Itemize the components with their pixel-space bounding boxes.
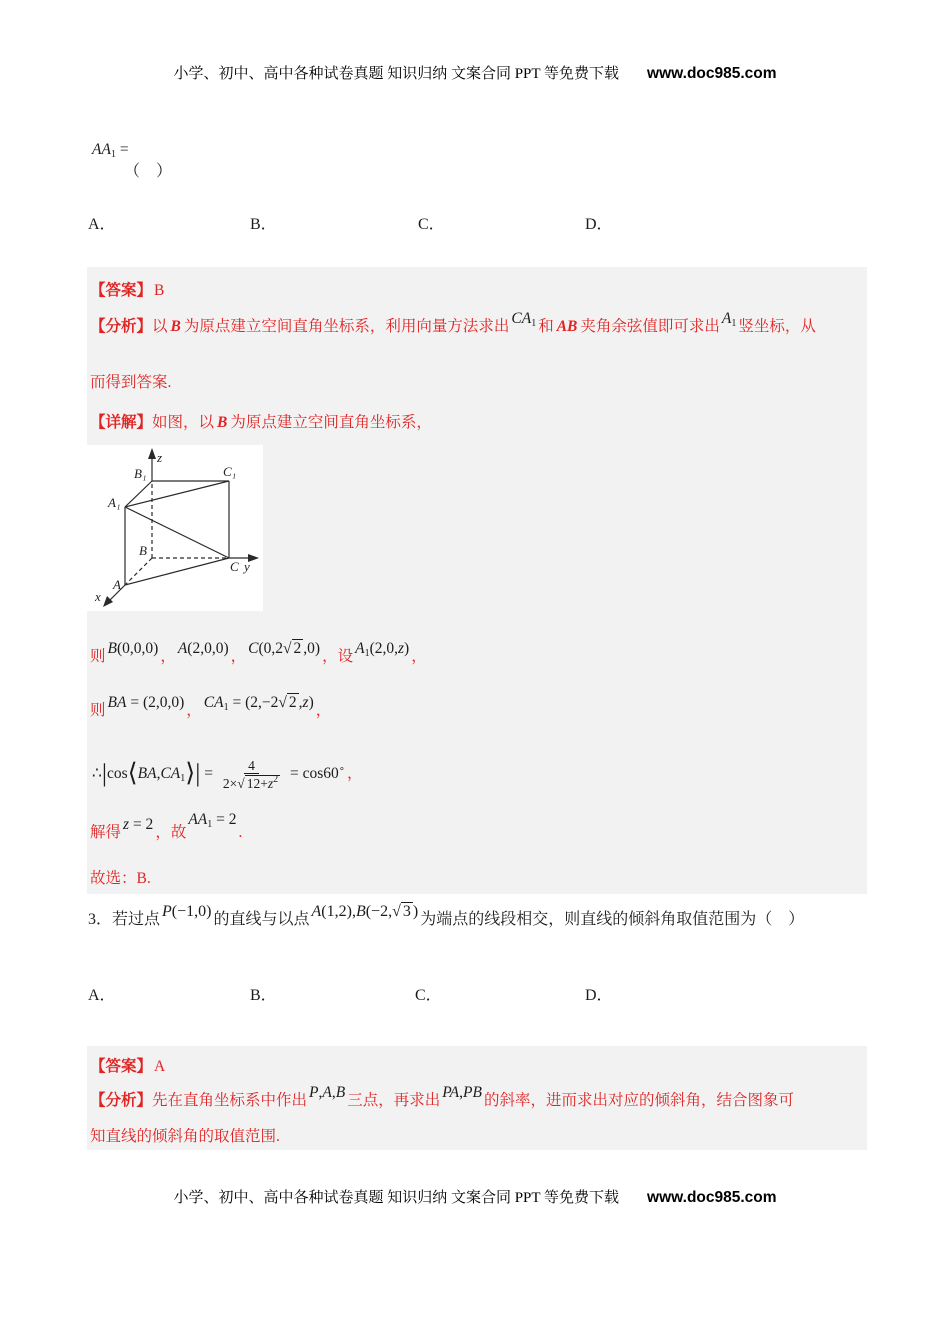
math-token: P <box>162 903 172 920</box>
math-token: z <box>267 775 274 791</box>
math-token <box>245 775 280 791</box>
math-token: = cos60 <box>286 765 339 782</box>
math-token: 2 <box>273 773 279 785</box>
text-segment <box>176 634 231 664</box>
q2-option-d <box>585 211 625 234</box>
text-segment <box>90 757 347 791</box>
text-segment: 和 <box>538 318 554 335</box>
math-token: ,0) <box>303 640 321 657</box>
text-segment <box>90 141 131 158</box>
math-token: √ <box>237 775 245 791</box>
prism-figure-svg <box>87 445 263 611</box>
text-segment: B <box>154 282 165 299</box>
math-token: cos <box>107 765 128 782</box>
prism-figure <box>87 445 263 611</box>
math-token: , <box>459 1084 464 1101</box>
math-token: PA <box>442 1084 460 1101</box>
math-token: √ <box>283 640 292 657</box>
math-token <box>392 902 413 920</box>
vertex-label-a: A <box>113 577 121 592</box>
math-token: , <box>331 1084 336 1101</box>
math-token: C <box>248 640 259 657</box>
z-axis-arrow <box>148 448 156 459</box>
math-token: 1 <box>364 648 370 659</box>
q3-option-c <box>415 956 448 1016</box>
math-token: CA <box>203 694 224 711</box>
text-segment: 以 <box>152 318 168 335</box>
math-token: CA <box>160 765 181 782</box>
q2-detail-line <box>90 408 865 438</box>
text-segment: 【分析】 <box>90 318 153 335</box>
math-token: z <box>123 816 130 833</box>
axis-label-z: z <box>157 450 163 465</box>
math-token: AA <box>188 811 208 828</box>
math-token: 12+ <box>246 775 268 791</box>
text-segment: 知直线的倾斜角的取值范围. <box>90 1128 280 1145</box>
math-token: 1 <box>110 149 116 160</box>
math-token: = (2,0,0) <box>126 694 185 711</box>
axis-label-x: x <box>95 589 101 604</box>
math-token: ∴ <box>92 765 102 782</box>
text-segment <box>720 302 738 341</box>
q2-analysis-line2 <box>90 368 865 398</box>
math-token: (−2, <box>365 903 393 920</box>
axis-label-y: y <box>244 559 250 574</box>
text-segment <box>246 634 322 664</box>
text-segment: 为原点建立空间直角坐标系， <box>230 414 432 431</box>
option-label: B． <box>250 216 277 233</box>
math-token: 4 <box>244 758 259 774</box>
math-token: B <box>355 903 366 920</box>
math-token: , <box>156 765 161 782</box>
text-segment: 【答案】 <box>90 282 153 299</box>
text-segment: ，设 <box>322 648 354 665</box>
text-segment: 而得到答案. <box>90 374 172 391</box>
vertex-label-c1: C₁ <box>223 464 237 479</box>
text-segment: 3．若过点 <box>88 911 161 928</box>
math-token: ⟨ <box>127 758 138 788</box>
text-segment: 的直线与以点 <box>213 911 310 928</box>
math-token: CA <box>511 310 532 327</box>
vertex-label-a1: A₁ <box>108 495 121 510</box>
text-segment: ， <box>230 648 247 665</box>
option-label: C． <box>418 216 445 233</box>
text-segment: . <box>238 824 243 841</box>
math-token: = <box>200 765 217 782</box>
math-token: ) <box>412 903 419 920</box>
text-segment: ， <box>160 648 176 665</box>
text-segment <box>509 302 538 341</box>
text-segment: 为端点的线段相交，则直线的倾斜角取值范围为（ ） <box>420 911 805 928</box>
math-token: = 2 <box>212 811 237 828</box>
math-token: A <box>311 903 322 920</box>
option-label: D． <box>585 986 613 1004</box>
q2-math-line3 <box>90 742 865 807</box>
text-segment <box>440 1078 484 1108</box>
math-token: | <box>195 758 201 788</box>
math-token: | <box>101 758 107 788</box>
q2-math-line2 <box>90 696 865 731</box>
page-footer <box>0 1186 950 1207</box>
math-token: ) <box>308 694 314 711</box>
math-token: , <box>298 694 303 711</box>
footer-url: www.doc985.com <box>647 1189 777 1206</box>
text-segment: 竖坐标，从 <box>738 318 816 335</box>
option-label: B． <box>250 986 277 1004</box>
math-token: P <box>309 1084 319 1101</box>
q2-analysis-line1 <box>90 310 865 349</box>
q3-analysis-line1 <box>90 1086 865 1116</box>
text-segment: B <box>217 414 228 431</box>
text-segment: AB <box>556 318 578 335</box>
text-segment: ， <box>186 702 202 719</box>
text-segment: 三点，再求出 <box>347 1092 441 1109</box>
math-token <box>219 774 284 791</box>
text-segment: 则 <box>90 702 106 719</box>
math-token: 2 <box>288 694 297 711</box>
math-token: 2× <box>222 775 238 791</box>
text-segment <box>307 1078 347 1108</box>
text-segment <box>106 688 187 718</box>
q3-stem <box>88 905 888 935</box>
math-token: (1,2), <box>321 903 356 920</box>
q2-option-c <box>418 211 457 234</box>
q2-math-line1 <box>90 642 865 677</box>
math-token: AA <box>92 141 111 158</box>
math-token: BA <box>107 694 127 711</box>
math-token: (0,2 <box>258 640 284 657</box>
header-url: www.doc985.com <box>647 65 777 82</box>
q2-math-line4 <box>90 811 865 853</box>
text-segment <box>121 810 155 840</box>
math-token: ⟩ <box>185 758 196 788</box>
math-token: = (2,−2 <box>228 694 279 711</box>
math-token: z <box>398 640 405 657</box>
math-token: = <box>115 141 129 158</box>
text-segment: 则 <box>90 648 106 665</box>
math-token <box>237 775 280 791</box>
text-segment <box>310 897 421 927</box>
math-token: 2 <box>293 640 302 657</box>
option-label: D． <box>585 216 613 233</box>
math-token: (2,0, <box>369 640 398 657</box>
vertex-label-b1: B₁ <box>134 466 147 481</box>
math-token: √ <box>278 694 287 711</box>
text-segment: 【分析】 <box>90 1092 153 1109</box>
math-token: A <box>355 640 365 657</box>
text-segment: 如图，以 <box>152 414 215 431</box>
text-segment <box>160 897 213 927</box>
math-token: BA <box>137 765 157 782</box>
option-label: C． <box>415 986 442 1004</box>
q2-option-a <box>88 211 128 234</box>
footer-text: 小学、初中、高中各种试卷真题 知识归纳 文案合同 PPT 等免费下载 <box>173 1190 620 1206</box>
text-segment: 先在直角坐标系中作出 <box>152 1092 308 1109</box>
q3-analysis-line2 <box>90 1122 865 1152</box>
math-token: 1 <box>180 773 186 784</box>
math-token: √ <box>392 903 401 920</box>
header-text: 小学、初中、高中各种试卷真题 知识归纳 文案合同 PPT 等免费下载 <box>173 66 620 82</box>
math-token: 1 <box>731 318 737 329</box>
option-label: A． <box>88 216 116 233</box>
text-segment <box>202 688 316 723</box>
math-token: ) <box>404 640 410 657</box>
text-segment: 故选：B. <box>90 870 151 887</box>
q2-choice-parens: （ ） <box>124 163 173 180</box>
math-token <box>219 758 284 791</box>
q3-option-a <box>88 956 122 1016</box>
math-token: ∘ <box>338 764 345 775</box>
q3-option-d <box>585 956 619 1016</box>
text-segment <box>353 634 411 669</box>
text-segment: B <box>170 318 181 335</box>
math-token: (2,0,0) <box>187 640 229 657</box>
math-token <box>278 693 298 711</box>
math-token: A <box>322 1084 332 1101</box>
math-token: = 2 <box>129 816 154 833</box>
math-token: z <box>302 694 309 711</box>
text-segment: 【答案】 <box>90 1058 153 1075</box>
math-token: (0,0,0) <box>116 640 159 657</box>
math-token: B <box>335 1084 346 1101</box>
math-token: 1 <box>223 702 229 713</box>
math-token: 1 <box>531 318 537 329</box>
option-label: A． <box>88 986 116 1004</box>
math-token: PB <box>463 1084 482 1101</box>
text-segment: ， <box>347 765 363 782</box>
text-segment: 夹角余弦值即可求出 <box>580 318 720 335</box>
math-token: , <box>318 1084 323 1101</box>
text-segment: 解得 <box>90 824 122 841</box>
q2-conclusion-line <box>90 864 865 894</box>
math-token: 3 <box>402 903 411 920</box>
text-segment: 的斜率，进而求出对应的倾斜角，结合图象可 <box>483 1092 794 1109</box>
text-segment: 【详解】 <box>90 414 153 431</box>
text-segment: A <box>154 1058 166 1075</box>
text-segment <box>186 805 238 840</box>
page-header <box>0 62 950 83</box>
math-token: A <box>177 640 188 657</box>
q3-option-b <box>250 956 283 1016</box>
vertex-label-c: C <box>230 559 239 574</box>
math-token: A <box>721 310 732 327</box>
vertex-label-b: B <box>139 543 147 558</box>
text-segment: ，故 <box>155 824 187 841</box>
math-token <box>283 639 303 657</box>
q2-option-b <box>250 211 289 234</box>
text-segment: ， <box>315 702 332 719</box>
x-axis-arrow <box>103 596 113 607</box>
text-segment <box>106 634 161 664</box>
math-token: B <box>107 640 117 657</box>
text-segment: ， <box>411 648 427 665</box>
math-token: 1 <box>207 819 213 830</box>
text-segment: 为原点建立空间直角坐标系，利用向量方法求出 <box>183 318 510 335</box>
q2-answer-line <box>90 276 865 306</box>
math-token: (−1,0) <box>171 903 212 920</box>
